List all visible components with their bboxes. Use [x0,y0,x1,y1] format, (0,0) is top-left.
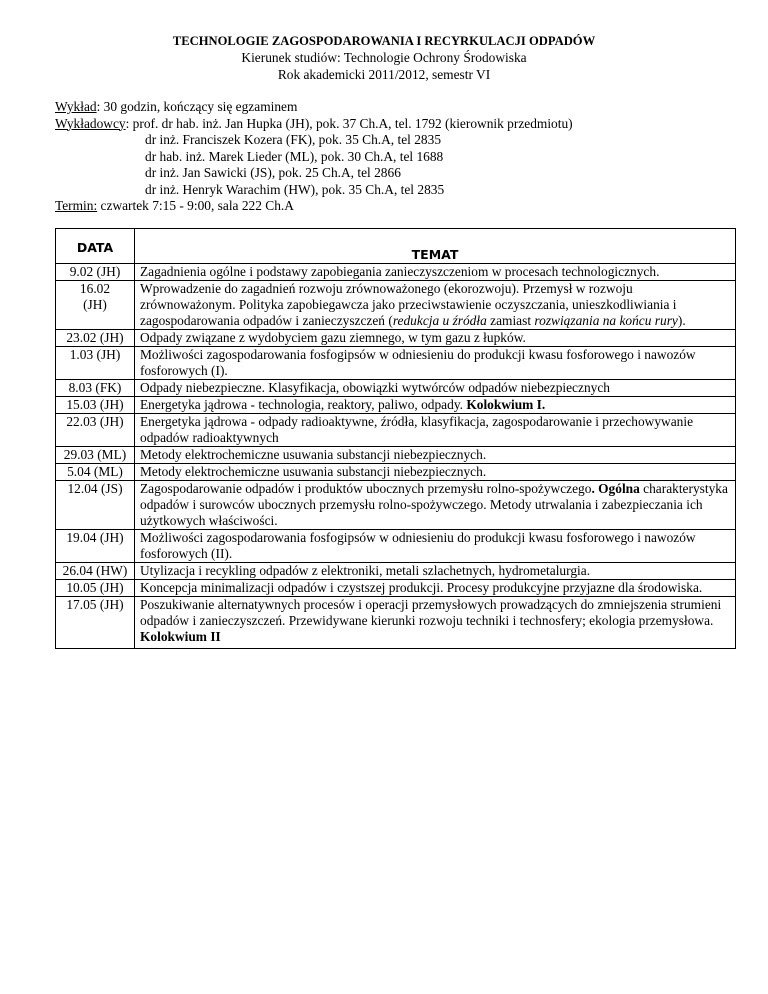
lecturer-1: : prof. dr hab. inż. Jan Hupka (JH), pok. 37 Ch.A, tel. 1792 (kierownik przedmiotu) [125,115,573,131]
table-row [56,281,736,330]
row-date: 12.04 (JS) [56,481,135,530]
row-topic-text: Zagospodarowanie odpadów i produktów ubocznych przemysłu rolno-spożywczego [140,481,592,496]
lecturers-label: Wykładowcy [55,115,126,131]
row-date: 19.04 (JH) [56,530,135,563]
lecturer-4: dr inż. Jan Sawicki (JS), pok. 25 Ch.A, tel 2866 [145,165,401,180]
row-topic-text: Wprowadzenie do zagadnień rozwoju zrównoważonego (ekorozwoju). Przemysł w rozwoju zrównoważonym. Polityka zapobiegawcza jako przeciwstawienie oczyszczania, unieszkodliwiania i zagospodarowania odpadów i zanieczyszczeń ( [140,281,677,328]
row-topic: Metody elektrochemiczne usuwania substancji niebezpiecznych. [135,447,736,464]
table-row [56,464,736,481]
course-title: TECHNOLOGIE ZAGOSPODAROWANIA I RECYRKULACJI ODPADÓW [172,34,596,48]
table-header-row [56,229,736,264]
row-topic-bold: Kolokwium I. [466,397,546,412]
term-label: Termin: [55,198,98,213]
table-row [56,347,736,380]
column-header-date: DATA [56,229,135,264]
row-topic [135,397,736,414]
lecturer-3: dr hab. inż. Marek Lieder (ML), pok. 30 Ch.A, tel 1688 [145,148,444,164]
term-text: czwartek 7:15 - 9:00, sala 222 Ch.A [97,198,294,213]
term-info [55,198,745,215]
row-topic: Możliwości zagospodarowania fosfogipsów w odniesieniu do produkcji kwasu fosforowego i nawozów fosforowych (I). [135,347,736,380]
row-topic: Metody elektrochemiczne usuwania substancji niebezpiecznych. [135,464,736,481]
row-topic-mid: zamiast [486,313,535,328]
row-date: 1.03 (JH) [56,347,135,380]
row-topic-bold: . Ogólna [591,481,640,496]
row-date: 29.03 (ML) [56,447,135,464]
document-header [0,33,768,83]
lecturer-line-1 [55,116,745,133]
row-topic [135,281,736,330]
row-topic: Odpady związane z wydobyciem gazu ziemnego, w tym gazu z łupków. [135,330,736,347]
row-topic: Utylizacja i recykling odpadów z elektroniki, metali szlachetnych, hydrometalurgia. [135,563,736,580]
table-row [56,264,736,281]
lecture-text: : 30 godzin, kończący się egzaminem [96,99,298,114]
row-date: 10.05 (JH) [56,580,135,597]
table-row [56,530,736,563]
row-date-text: 16.02 (JH) [79,281,111,312]
row-topic [135,597,736,649]
row-date: 17.05 (JH) [56,597,135,649]
row-topic: Koncepcja minimalizacji odpadów i czystszej produkcji. Procesy produkcyjne przyjazne dla środowiska. [135,580,736,597]
row-topic: Możliwości zagospodarowania fosfogipsów w odniesieniu do produkcji kwasu fosforowego i nawozów fosforowych (II). [135,530,736,563]
academic-year: Rok akademicki 2011/2012, semestr VI [277,67,491,82]
table-row [56,563,736,580]
table-row [56,380,736,397]
row-topic: Zagadnienia ogólne i podstawy zapobiegania zanieczyszczeniom w procesach technologicznych. [135,264,736,281]
table-row [56,481,736,530]
row-topic-italic: redukcja u źródła [392,313,487,328]
table-row [56,447,736,464]
row-date: 22.03 (JH) [56,414,135,447]
lecture-info [55,99,745,116]
row-topic-text: Poszukiwanie alternatywnych procesów i operacji przemysłowych prowadzących do zmniejszenia strumieni odpadów i zanieczyszczeń. Przewidywane kierunki rozwoju techniki i technosfery; ekologia przemysłowa. [140,597,722,628]
row-topic-end: charakterystyka odpadów i surowców ubocznych przemysłu rolno-spożywczego. Metody utrwalania i zabezpieczania ich użytkowych właściwości. [140,481,728,528]
lecture-label: Wykład [55,99,97,114]
course-info [55,99,745,215]
table-row [56,330,736,347]
row-topic-text: Energetyka jądrowa - technologia, reaktory, paliwo, odpady. [140,397,467,412]
table-row [56,597,736,649]
table-row [56,580,736,597]
row-topic-bold: Kolokwium II [140,629,221,644]
row-date: 26.04 (HW) [56,563,135,580]
row-topic: Odpady niebezpieczne. Klasyfikacja, obowiązki wytwórców odpadów niebezpiecznych [135,380,736,397]
row-topic-end: ). [677,313,686,328]
row-date: 15.03 (JH) [56,397,135,414]
row-date: 9.02 (JH) [56,264,135,281]
row-date [56,281,135,330]
row-topic-italic-2: rozwiązania na końcu rury [534,313,678,328]
row-date: 8.03 (FK) [56,380,135,397]
lecturer-2: dr inż. Franciszek Kozera (FK), pok. 35 Ch.A, tel 2835 [145,132,442,147]
schedule-table [55,228,736,649]
lecturer-5: dr inż. Henryk Warachim (HW), pok. 35 Ch.A, tel 2835 [145,181,445,197]
table-row [56,414,736,447]
field-of-study: Kierunek studiów: Technologie Ochrony Środowiska [241,50,527,65]
row-topic: Energetyka jądrowa - odpady radioaktywne, źródła, klasyfikacja, zagospodarowanie i przechowywanie odpadów radioaktywnych [135,414,736,447]
row-date: 23.02 (JH) [56,330,135,347]
row-topic [135,481,736,530]
column-header-topic: TEMAT [135,229,736,264]
row-date: 5.04 (ML) [56,464,135,481]
table-row [56,397,736,414]
